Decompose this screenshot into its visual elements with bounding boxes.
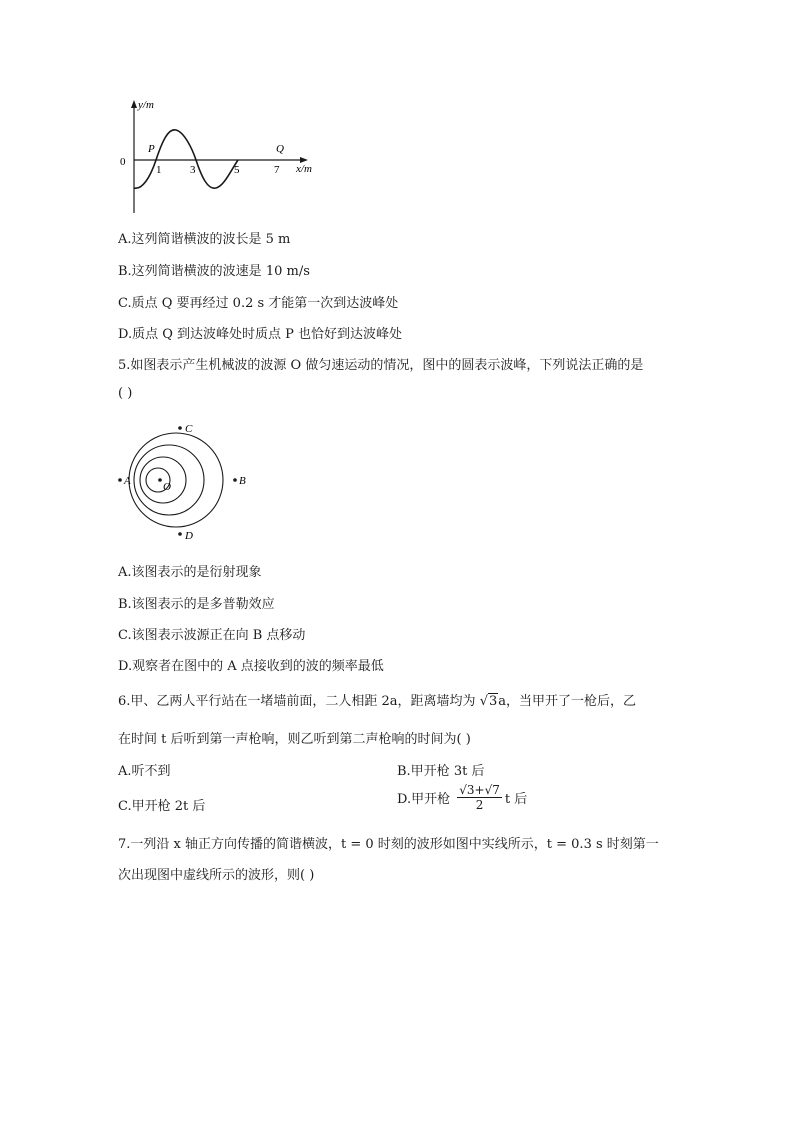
q4-option-b: B.这列简谐横波的波速是 10 m/s <box>118 264 310 279</box>
tick-7: 7 <box>274 164 280 176</box>
q5-option-a: A.该图表示的是衍射现象 <box>118 565 262 580</box>
wave-figure <box>118 98 328 216</box>
q6-line2: 在时间 t 后听到第一声枪响，则乙听到第二声枪响的时间为( ) <box>118 732 471 747</box>
q6-option-a: A.听不到 <box>118 764 171 779</box>
q7-line1: 7.一列沿 x 轴正方向传播的简谐横波，t = 0 时刻的波形如图中实线所示，t = 0.3 s 时刻第一 <box>118 837 659 852</box>
q6-fraction-denominator: 2 <box>475 798 484 812</box>
q5-paren: ( ) <box>118 386 133 401</box>
q6-line1-part-b: a，当甲开了一枪后，乙 <box>498 694 637 709</box>
q7-line2: 次出现图中虚线所示的波形，则( ) <box>118 868 315 883</box>
tick-1: 1 <box>156 164 162 176</box>
point-a-dot <box>118 478 122 482</box>
q6-line1-part-a: 6.甲、乙两人平行站在一堵墙前面，二人相距 2a，距离墙均为 <box>118 694 480 709</box>
q6-option-d-pre: D.甲开枪 <box>397 792 455 807</box>
x-axis-label: x/m <box>296 163 312 175</box>
point-o-label: O <box>163 481 171 493</box>
wave-circle-2 <box>140 457 186 503</box>
q6-sqrt-value: 3 <box>489 694 498 709</box>
point-d-label: D <box>185 530 193 542</box>
doppler-figure <box>112 418 262 548</box>
q4-option-c: C.质点 Q 要再经过 0.2 s 才能第一次到达波峰处 <box>118 296 399 311</box>
wave-circle-4 <box>129 433 223 527</box>
tick-5: 5 <box>234 164 240 176</box>
q5-option-d: D.观察者在图中的 A 点接收到的波的频率最低 <box>118 659 384 674</box>
q5-option-c: C.该图表示波源正在向 B 点移动 <box>118 628 306 643</box>
origin-label: 0 <box>120 156 126 168</box>
point-b-label: B <box>239 475 246 487</box>
wave-curve <box>134 130 238 188</box>
q5-stem: 5.如图表示产生机械波的波源 O 做匀速运动的情况，图中的圆表示波峰，下列说法正确的是 <box>118 358 644 373</box>
q6-fraction <box>457 783 502 812</box>
q5-option-b: B.该图表示的是多普勒效应 <box>118 597 275 612</box>
y-axis-arrow <box>131 100 137 108</box>
q4-option-d: D.质点 Q 到达波峰处时质点 P 也恰好到达波峰处 <box>118 327 403 342</box>
point-q-label: Q <box>276 143 284 155</box>
q6-option-b: B.甲开枪 3t 后 <box>397 764 485 779</box>
q6-option-d-post: t 后 <box>504 792 528 807</box>
point-a-label: A <box>124 475 131 487</box>
point-d-dot <box>178 532 182 536</box>
q6-option-d <box>397 783 527 812</box>
q6-option-c: C.甲开枪 2t 后 <box>118 799 206 814</box>
wave-circle-3 <box>134 445 204 515</box>
q6-line1 <box>118 690 636 709</box>
point-c-label: C <box>185 423 193 435</box>
point-p-label: P <box>148 143 155 155</box>
point-c-dot <box>178 426 182 430</box>
sqrt-sign: √ <box>479 694 488 709</box>
q4-option-a: A.这列简谐横波的波长是 5 m <box>118 232 291 247</box>
tick-3: 3 <box>190 164 196 176</box>
source-dot <box>158 478 162 482</box>
y-axis-label: y/m <box>138 99 154 111</box>
q6-fraction-numerator: √3+√7 <box>459 783 500 797</box>
point-b-dot <box>233 478 237 482</box>
